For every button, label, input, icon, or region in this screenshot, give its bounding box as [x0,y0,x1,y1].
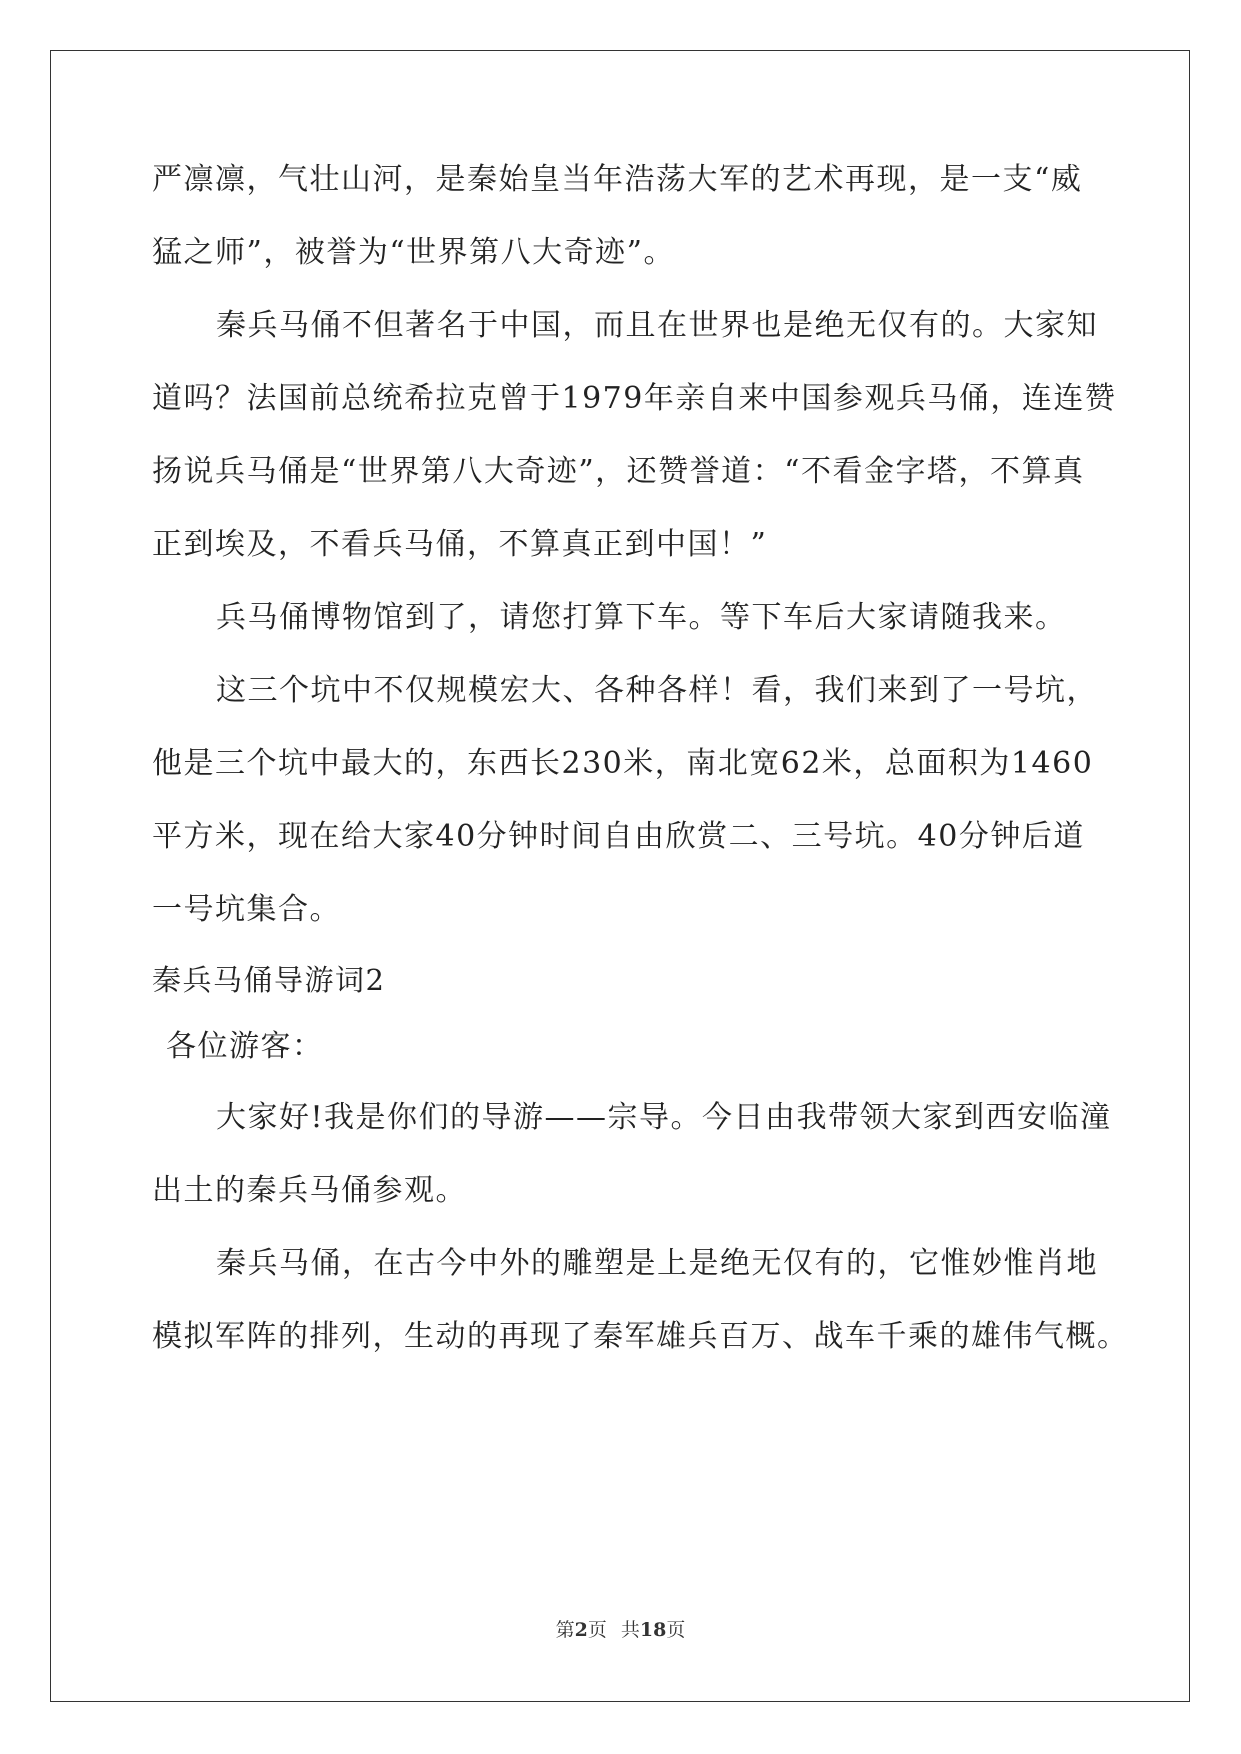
paragraph-line: 兵马俑博物馆到了，请您打算下车。等下车后大家请随我来。 [216,600,1067,635]
paragraph-line: 出土的秦兵马俑参观。 [152,1173,467,1208]
paragraph-line: 他是三个坑中最大的，东西长230米，南北宽62米，总面积为1460 [152,746,1094,781]
footer-page-suffix: 页 [587,1619,607,1641]
footer-total-pages: 18 [639,1619,667,1641]
paragraph-line: 这三个坑中不仅规模宏大、各种各样！看，我们来到了一号坑， [216,673,1098,708]
paragraph-line: 平方米，现在给大家40分钟时间自由欣赏二、三号坑。40分钟后道 [152,819,1085,854]
paragraph-line: 正到埃及，不看兵马俑，不算真正到中国！” [152,527,768,562]
paragraph-line: 道吗？法国前总统希拉克曾于1979年亲自来中国参观兵马俑，连连赞 [152,381,1117,416]
paragraph-line: 一号坑集合。 [152,892,341,927]
footer-page-number: 2 [574,1619,588,1641]
footer-page-prefix: 第 [555,1619,575,1641]
footer-total-prefix: 共 [620,1619,640,1641]
page-footer [0,1618,1241,1642]
paragraph-line: 大家好!我是你们的导游——宗导。今日由我带领大家到西安临潼 [216,1100,1112,1135]
paragraph-line: 扬说兵马俑是“世界第八大奇迹”，还赞誉道：“不看金字塔，不算真 [152,454,1085,489]
paragraph-line: 秦兵马俑不但著名于中国，而且在世界也是绝无仅有的。大家知 [216,308,1098,343]
paragraph-line: 严凛凛，气壮山河，是秦始皇当年浩荡大军的艺术再现，是一支“威 [152,162,1083,197]
page-border [50,50,1190,1702]
footer-total-suffix: 页 [666,1619,686,1641]
paragraph-line: 模拟军阵的排列，生动的再现了秦军雄兵百万、战车千乘的雄伟气概。 [152,1319,1129,1354]
greeting-line: 各位游客： [166,1029,324,1064]
paragraph-line: 猛之师”，被誉为“世界第八大奇迹”。 [152,235,676,270]
paragraph-line: 秦兵马俑，在古今中外的雕塑是上是绝无仅有的，它惟妙惟肖地 [216,1246,1098,1281]
section-heading: 秦兵马俑导游词2 [152,963,386,997]
